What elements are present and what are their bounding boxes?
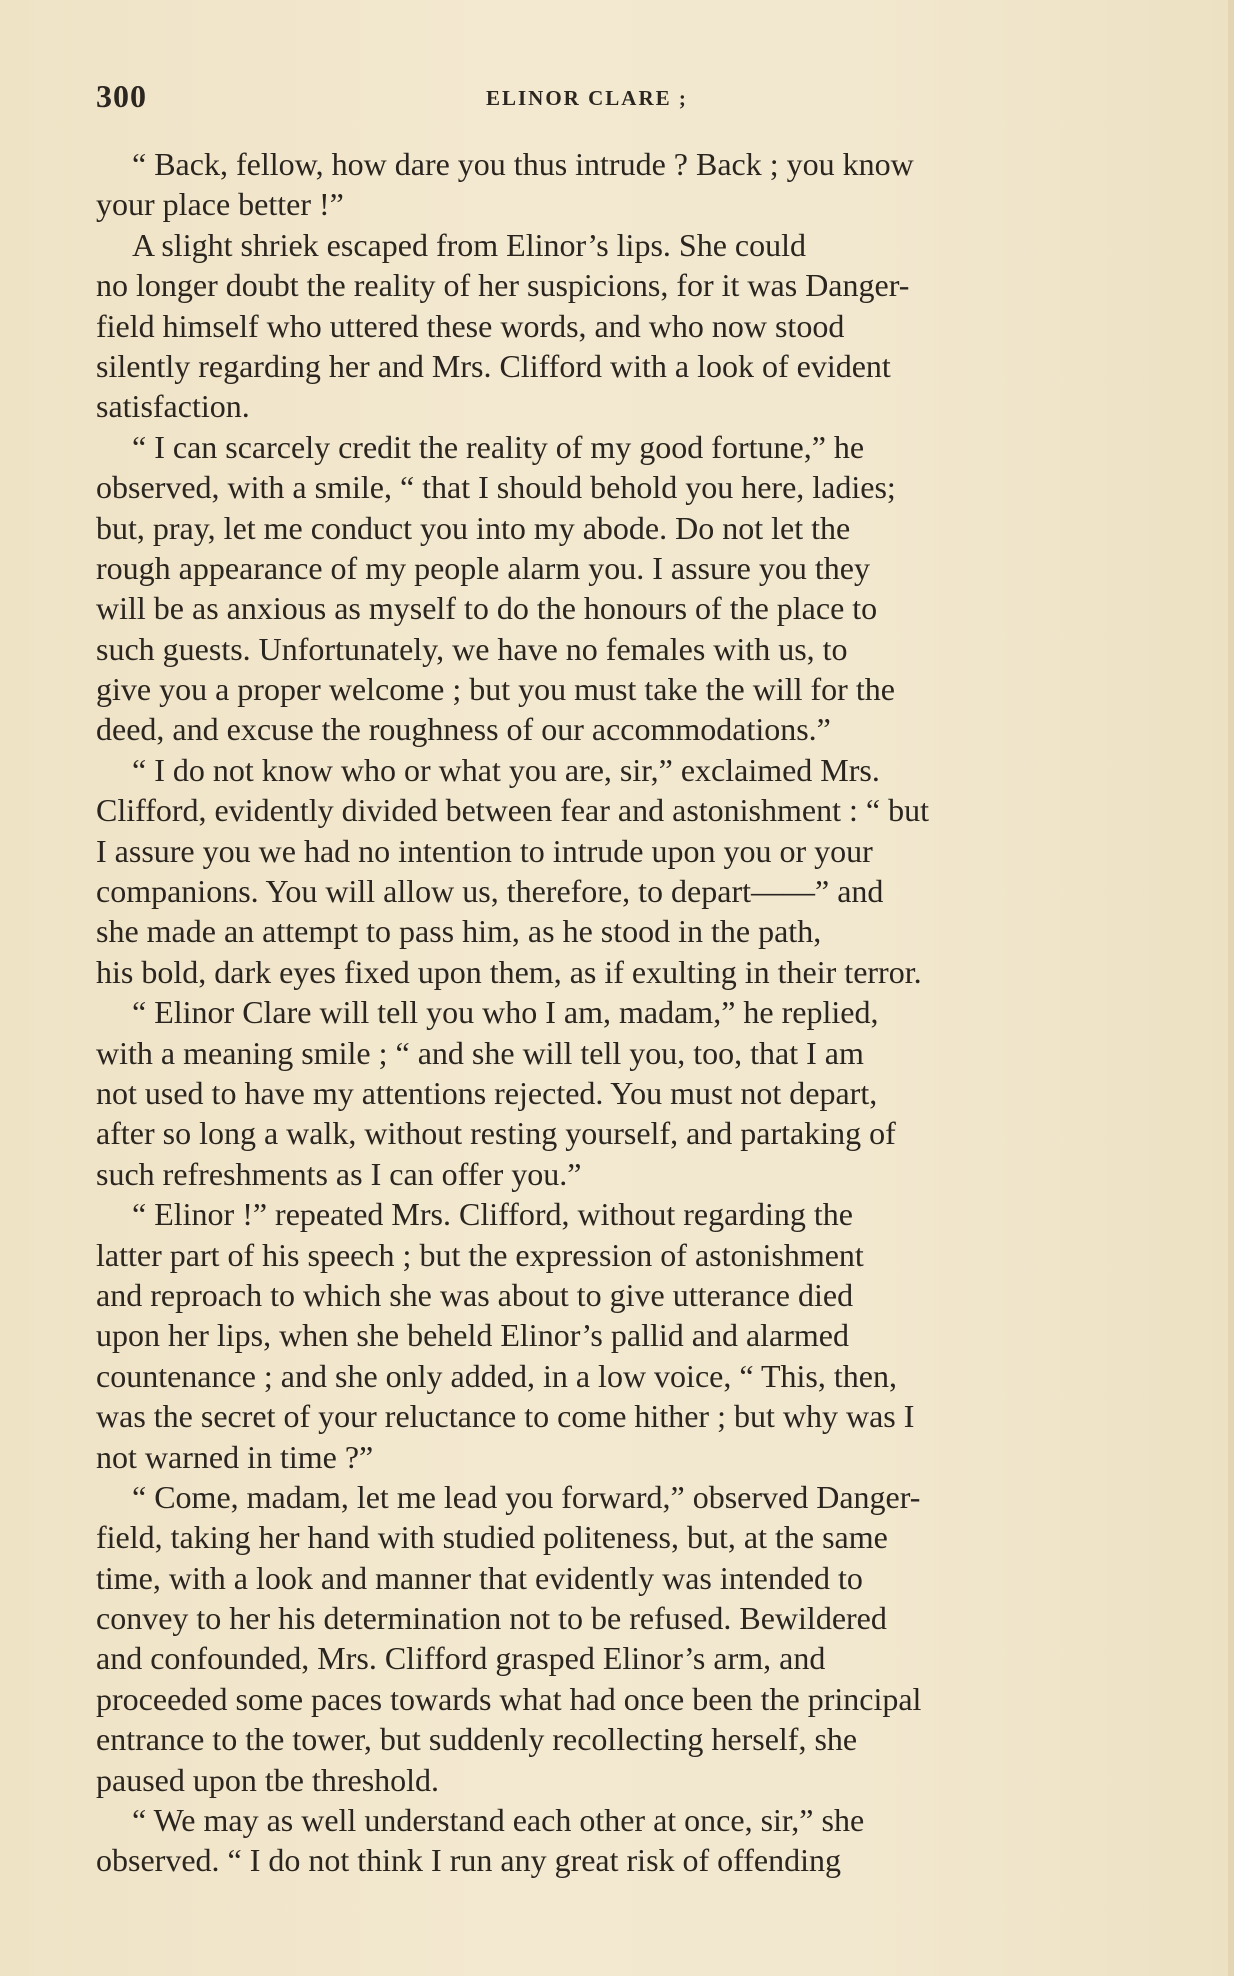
text-line: paused upon tbe threshold. bbox=[96, 1761, 440, 1798]
text-line: deed, and excuse the roughness of our accommodations.” bbox=[96, 711, 831, 748]
text-line: “ I do not know who or what you are, sir,” exclaimed Mrs. bbox=[132, 751, 880, 788]
text-line: upon her lips, when she beheld Elinor’s pallid and alarmed bbox=[96, 1317, 849, 1354]
running-title: ELINOR CLARE ; bbox=[486, 86, 688, 110]
text-line: and reproach to which she was about to give utterance died bbox=[96, 1276, 854, 1313]
text-line: give you a proper welcome ; but you must take the will for the bbox=[96, 671, 895, 708]
text-line: companions. You will allow us, therefore, to depart——” and bbox=[96, 873, 884, 910]
text-line: such refreshments as I can offer you.” bbox=[96, 1155, 582, 1192]
text-line: latter part of his speech ; but the expression of astonishment bbox=[96, 1236, 864, 1273]
text-line: observed, with a smile, “ that I should behold you here, ladies; bbox=[96, 469, 896, 506]
text-line: your place better !” bbox=[96, 186, 344, 223]
text-line: with a meaning smile ; “ and she will tell you, too, that I am bbox=[96, 1034, 864, 1071]
text-line: was the secret of your reluctance to come hither ; but why was I bbox=[96, 1398, 915, 1435]
text-line: not warned in time ?” bbox=[96, 1438, 374, 1475]
text-line: not used to have my attentions rejected. You must not depart, bbox=[96, 1074, 878, 1111]
text-line: and confounded, Mrs. Clifford grasped Elinor’s arm, and bbox=[96, 1640, 826, 1677]
text-line: “ I can scarcely credit the reality of my good fortune,” he bbox=[132, 428, 865, 465]
text-line: field himself who uttered these words, and who now stood bbox=[96, 307, 845, 344]
text-line: after so long a walk, without resting yourself, and partaking of bbox=[96, 1115, 896, 1152]
text-line: I assure you we had no intention to intrude upon you or your bbox=[96, 832, 873, 869]
running-head bbox=[96, 78, 1160, 126]
text-line: countenance ; and she only added, in a low voice, “ This, then, bbox=[96, 1357, 897, 1394]
text-line: his bold, dark eyes fixed upon them, as if exulting in their terror. bbox=[96, 953, 922, 990]
text-line: will be as anxious as myself to do the honours of the place to bbox=[96, 590, 878, 627]
text-line: “ Elinor !” repeated Mrs. Clifford, without regarding the bbox=[132, 1196, 853, 1233]
text-line: “ Come, madam, let me lead you forward,” observed Danger- bbox=[132, 1478, 921, 1515]
text-line: “ Elinor Clare will tell you who I am, madam,” he replied, bbox=[132, 994, 879, 1031]
text-line: rough appearance of my people alarm you. I assure you they bbox=[96, 549, 870, 586]
text-line: but, pray, let me conduct you into my abode. Do not let the bbox=[96, 509, 851, 546]
text-line: no longer doubt the reality of her suspicions, for it was Danger- bbox=[96, 267, 910, 304]
text-line: proceeded some paces towards what had once been the principal bbox=[96, 1680, 922, 1717]
text-line: satisfaction. bbox=[96, 388, 250, 425]
text-line: she made an attempt to pass him, as he stood in the path, bbox=[96, 913, 822, 950]
text-line: convey to her his determination not to be refused. Bewildered bbox=[96, 1600, 887, 1637]
text-line: entrance to the tower, but suddenly recollecting herself, she bbox=[96, 1721, 858, 1758]
text-line: A slight shriek escaped from Elinor’s lips. She could bbox=[132, 226, 806, 263]
text-line: Clifford, evidently divided between fear and astonishment : “ but bbox=[96, 792, 929, 829]
text-line: “ Back, fellow, how dare you thus intrude ? Back ; you know bbox=[132, 146, 914, 182]
text-line: silently regarding her and Mrs. Clifford with a look of evident bbox=[96, 347, 891, 384]
text-line: observed. “ I do not think I run any great risk of offending bbox=[96, 1842, 841, 1879]
body-text bbox=[96, 144, 1160, 1881]
page-number: 300 bbox=[96, 78, 147, 114]
text-line: field, taking her hand with studied politeness, but, at the same bbox=[96, 1519, 888, 1556]
text-line: such guests. Unfortunately, we have no females with us, to bbox=[96, 630, 848, 667]
text-line: “ We may as well understand each other at once, sir,” she bbox=[132, 1802, 865, 1839]
text-line: time, with a look and manner that evidently was intended to bbox=[96, 1559, 863, 1596]
